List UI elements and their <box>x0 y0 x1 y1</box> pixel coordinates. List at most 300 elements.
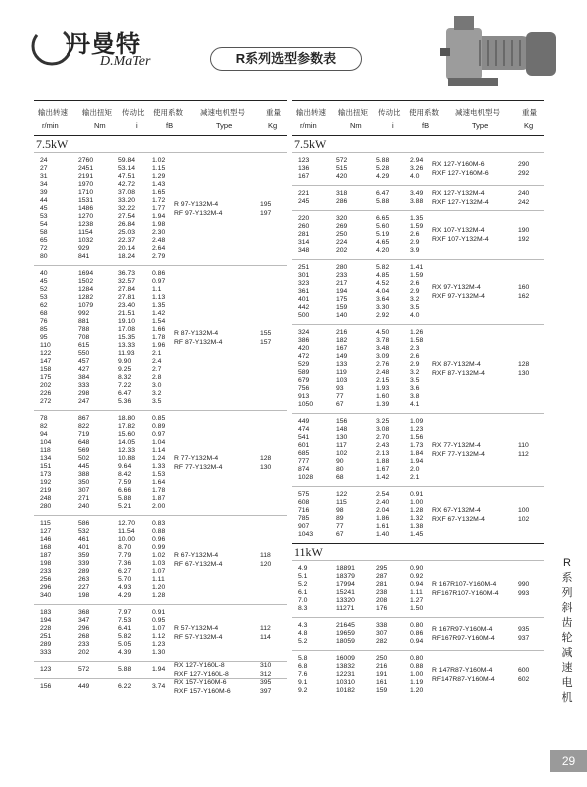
table-row <box>292 337 544 345</box>
ratio-cell: 4.04 <box>376 288 390 295</box>
torque-cell: 98 <box>336 507 344 514</box>
ratio-cell: 20.14 <box>118 245 136 252</box>
weight-value: 155 <box>260 330 272 337</box>
factor-cell: 3.2 <box>152 390 162 397</box>
col-type-cn: 减速电机型号 <box>200 108 245 117</box>
col-torque-unit: Nm <box>350 121 362 130</box>
factor-cell: 0.88 <box>410 663 424 670</box>
speed-cell: 168 <box>40 544 52 551</box>
torque-cell: 224 <box>336 239 348 246</box>
ratio-cell: 9.64 <box>118 463 132 470</box>
model-type: RF 67-Y132M-4 <box>174 561 223 568</box>
torque-cell: 93 <box>336 385 344 392</box>
power-section <box>292 136 544 543</box>
ratio-cell: 18.80 <box>118 415 136 422</box>
ratio-cell: 1.40 <box>376 531 390 538</box>
factor-cell: 1.35 <box>152 302 166 309</box>
spec-group <box>292 210 544 259</box>
torque-cell: 388 <box>78 471 90 478</box>
torque-cell: 929 <box>78 245 90 252</box>
speed-cell: 5.8 <box>298 655 308 662</box>
model-type: RX 107-Y132M-4 <box>432 227 485 234</box>
spec-group <box>292 413 544 486</box>
table-header <box>292 100 544 136</box>
ratio-cell: 5.88 <box>118 495 132 502</box>
speed-cell: 913 <box>298 393 310 400</box>
factor-cell: 1.94 <box>152 213 166 220</box>
torque-cell: 648 <box>78 439 90 446</box>
speed-cell: 54 <box>40 221 48 228</box>
torque-cell: 90 <box>336 458 344 465</box>
factor-cell: 1.65 <box>152 189 166 196</box>
spec-group <box>34 152 287 265</box>
model-type: RXF 67-Y132M-4 <box>432 516 485 523</box>
weight-value: 195 <box>260 201 272 208</box>
factor-cell: 3.8 <box>410 393 420 400</box>
spec-group <box>292 152 544 185</box>
speed-cell: 68 <box>40 310 48 317</box>
torque-cell: 240 <box>78 503 90 510</box>
ratio-cell: 37.08 <box>118 189 136 196</box>
power-section <box>34 136 287 695</box>
table-row <box>34 197 287 205</box>
ratio-cell: 2.48 <box>376 369 390 376</box>
speed-cell: 340 <box>40 592 52 599</box>
ratio-cell: 3.09 <box>376 353 390 360</box>
weight-value: 100 <box>518 507 530 514</box>
speed-cell: 44 <box>40 197 48 204</box>
ratio-cell: 3.30 <box>376 304 390 311</box>
factor-cell: 0.94 <box>410 581 424 588</box>
speed-cell: 6.8 <box>298 663 308 670</box>
factor-cell: 1.23 <box>152 641 166 648</box>
ratio-cell: 17.08 <box>118 326 136 333</box>
torque-cell: 11271 <box>336 605 355 612</box>
factor-cell: 1.02 <box>152 552 166 559</box>
ratio-cell: 5.60 <box>376 223 390 230</box>
model-type: RF147R87-Y160M-4 <box>432 676 495 683</box>
torque-cell: 103 <box>336 377 348 384</box>
torque-cell: 263 <box>78 576 90 583</box>
speed-cell: 53 <box>40 294 48 301</box>
factor-cell: 1.28 <box>152 592 166 599</box>
model-type: RF 77-Y132M-4 <box>174 464 223 471</box>
speed-cell: 39 <box>40 189 48 196</box>
factor-cell: 1.58 <box>410 337 424 344</box>
model-type: RXF 97-Y132M-4 <box>432 293 485 300</box>
speed-cell: 187 <box>40 552 52 559</box>
ratio-cell: 11.54 <box>118 528 135 535</box>
speed-cell: 24 <box>40 157 48 164</box>
table-row <box>292 198 544 206</box>
factor-cell: 3.74 <box>152 683 166 690</box>
table-row <box>292 369 544 377</box>
speed-cell: 386 <box>298 337 310 344</box>
factor-cell: 2.94 <box>410 157 424 164</box>
table-row <box>292 450 544 458</box>
table-row <box>292 687 544 695</box>
table-row <box>34 358 287 366</box>
ratio-cell: 6.41 <box>118 625 132 632</box>
speed-cell: 679 <box>298 377 310 384</box>
table-row <box>292 247 544 255</box>
factor-cell: 1.64 <box>152 479 166 486</box>
power-label: 11kW <box>292 543 544 560</box>
model-type: RXF 127-Y132M-4 <box>432 199 489 206</box>
torque-cell: 271 <box>78 495 90 502</box>
ratio-cell: 26.84 <box>118 221 136 228</box>
torque-cell: 368 <box>78 609 90 616</box>
table-header <box>34 100 287 136</box>
factor-cell: 0.88 <box>152 528 166 535</box>
ratio-cell: 4.29 <box>118 592 132 599</box>
speed-cell: 7.0 <box>298 597 308 604</box>
speed-cell: 251 <box>298 264 310 271</box>
factor-cell: 1.30 <box>152 649 166 656</box>
table-row <box>292 288 544 296</box>
ratio-cell: 12.70 <box>118 520 136 527</box>
col-factor-unit: fB <box>166 121 174 130</box>
col-ratio-cn: 传动比 <box>122 108 145 117</box>
speed-cell: 314 <box>298 239 310 246</box>
weight-value: 102 <box>518 516 530 523</box>
ratio-cell: 5.21 <box>118 503 132 510</box>
ratio-cell: 4.20 <box>376 247 390 254</box>
col-speed-cn: 输出转速 <box>296 108 326 117</box>
ratio-cell: 32.22 <box>118 205 136 212</box>
speed-cell: 78 <box>40 415 48 422</box>
speed-cell: 401 <box>298 296 310 303</box>
factor-cell: 2.6 <box>410 231 420 238</box>
table-row <box>292 272 544 280</box>
speed-cell: 420 <box>298 345 310 352</box>
factor-cell: 1.04 <box>152 439 166 446</box>
torque-cell: 67 <box>336 531 344 538</box>
speed-cell: 82 <box>40 423 48 430</box>
speed-cell: 146 <box>40 536 52 543</box>
table-row <box>292 426 544 434</box>
speed-cell: 220 <box>298 215 310 222</box>
table-row <box>34 423 287 431</box>
ratio-cell: 12.33 <box>118 447 136 454</box>
brand-name-en: D.MaTer <box>100 54 151 69</box>
torque-cell: 21645 <box>336 622 355 629</box>
col-speed-cn: 输出转速 <box>38 108 68 117</box>
ratio-cell: 7.97 <box>118 609 132 616</box>
factor-cell: 0.80 <box>410 622 424 629</box>
col-ratio-cn: 传动比 <box>378 108 401 117</box>
weight-value: 110 <box>518 442 529 449</box>
table-row <box>34 479 287 487</box>
model-type: R 97-Y132M-4 <box>174 201 219 208</box>
ratio-cell: 5.82 <box>118 633 132 640</box>
speed-cell: 118 <box>40 447 51 454</box>
table-row <box>292 401 544 409</box>
ratio-cell: 23.40 <box>118 302 136 309</box>
factor-cell: 3.2 <box>410 369 420 376</box>
model-type: R 77-Y132M-4 <box>174 455 219 462</box>
speed-cell: 5.2 <box>298 638 308 645</box>
table-row <box>34 278 287 286</box>
table-row <box>292 418 544 426</box>
factor-cell: 1.00 <box>410 671 424 678</box>
torque-cell: 67 <box>336 401 344 408</box>
ratio-cell: 42.72 <box>118 181 136 188</box>
table-row <box>292 565 544 573</box>
table-row <box>34 334 287 342</box>
weight-value: 128 <box>260 455 272 462</box>
factor-cell: 0.97 <box>152 431 166 438</box>
power-section <box>292 543 544 699</box>
torque-cell: 77 <box>336 523 344 530</box>
speed-cell: 333 <box>40 649 52 656</box>
factor-cell: 1.59 <box>410 223 424 230</box>
weight-value: 114 <box>260 634 271 641</box>
table-row <box>292 215 544 223</box>
speed-cell: 194 <box>40 617 52 624</box>
ratio-cell: 2.43 <box>376 442 390 449</box>
table-row <box>34 398 287 406</box>
torque-cell: 788 <box>78 326 90 333</box>
model-type: RX 77-Y132M-4 <box>432 442 481 449</box>
speed-cell: 248 <box>40 495 52 502</box>
torque-cell: 1970 <box>78 181 94 188</box>
factor-cell: 1.43 <box>152 181 166 188</box>
ratio-cell: 208 <box>376 597 388 604</box>
torque-cell: 247 <box>78 398 90 405</box>
speed-cell: 136 <box>298 165 310 172</box>
torque-cell: 1282 <box>78 294 94 301</box>
speed-cell: 95 <box>40 334 48 341</box>
factor-cell: 4.0 <box>410 312 420 319</box>
table-row <box>34 520 287 528</box>
table-row <box>292 474 544 482</box>
speed-cell: 45 <box>40 278 48 285</box>
speed-cell: 104 <box>40 439 52 446</box>
table-row <box>34 302 287 310</box>
table-row <box>34 326 287 334</box>
col-factor-unit: fB <box>422 121 430 130</box>
table-row <box>34 237 287 245</box>
model-type: RXF 87-Y132M-4 <box>432 370 485 377</box>
table-row <box>292 385 544 393</box>
torque-cell: 149 <box>336 353 348 360</box>
speed-cell: 8.3 <box>298 605 308 612</box>
factor-cell: 0.83 <box>152 520 166 527</box>
col-ratio-unit: i <box>136 121 138 130</box>
ratio-cell: 4.52 <box>376 280 390 287</box>
torque-cell: 420 <box>336 173 348 180</box>
ratio-cell: 2.40 <box>376 499 390 506</box>
ratio-cell: 53.14 <box>118 165 136 172</box>
torque-cell: 130 <box>336 434 348 441</box>
table-row <box>292 264 544 272</box>
table-row <box>34 666 287 674</box>
torque-cell: 102 <box>336 450 348 457</box>
speed-cell: 94 <box>40 431 48 438</box>
speed-cell: 34 <box>40 181 48 188</box>
ratio-cell: 2.54 <box>376 491 390 498</box>
factor-cell: 2.48 <box>152 237 166 244</box>
model-type: RXF 157-Y160M-6 <box>174 688 231 695</box>
torque-cell: 268 <box>78 633 90 640</box>
model-type: R 147R87-Y160M-4 <box>432 667 493 674</box>
speed-cell: 348 <box>298 247 310 254</box>
spec-group <box>34 678 287 695</box>
ratio-cell: 2.70 <box>376 434 390 441</box>
factor-cell: 0.90 <box>410 565 424 572</box>
speed-cell: 173 <box>40 471 52 478</box>
weight-value: 157 <box>260 339 272 346</box>
table-row <box>34 173 287 181</box>
table-row <box>34 253 287 261</box>
table-row <box>34 649 287 657</box>
factor-cell: 0.95 <box>152 617 166 624</box>
table-row <box>34 528 287 536</box>
factor-cell: 2.3 <box>410 345 420 352</box>
table-row <box>292 329 544 337</box>
ratio-cell: 1.67 <box>376 466 390 473</box>
torque-cell: 217 <box>336 280 348 287</box>
factor-cell: 1.09 <box>410 418 424 425</box>
factor-cell: 0.94 <box>410 638 424 645</box>
table-row <box>34 455 287 463</box>
ratio-cell: 5.82 <box>376 264 390 271</box>
factor-cell: 3.5 <box>152 398 162 405</box>
model-type: RX 67-Y132M-4 <box>432 507 481 514</box>
col-speed-unit: r/min <box>42 121 59 130</box>
ratio-cell: 5.28 <box>376 165 390 172</box>
factor-cell: 1.42 <box>152 310 166 317</box>
torque-cell: 148 <box>336 426 348 433</box>
table-row <box>292 589 544 597</box>
ratio-cell: 176 <box>376 605 388 612</box>
speed-cell: 280 <box>40 503 52 510</box>
factor-cell: 1.02 <box>152 157 166 164</box>
table-row <box>34 641 287 649</box>
table-row <box>34 439 287 447</box>
factor-cell: 1.13 <box>152 294 166 301</box>
factor-cell: 2.30 <box>152 229 166 236</box>
ratio-cell: 281 <box>376 581 388 588</box>
weight-value: 160 <box>518 284 530 291</box>
table-row <box>34 390 287 398</box>
torque-cell: 167 <box>336 345 348 352</box>
speed-cell: 4.9 <box>298 565 308 572</box>
torque-cell: 461 <box>78 536 90 543</box>
factor-cell: 2.9 <box>410 288 420 295</box>
speed-cell: 31 <box>40 173 48 180</box>
spec-group <box>292 324 544 413</box>
table-row <box>292 393 544 401</box>
torque-cell: 10310 <box>336 679 355 686</box>
speed-cell: 9.1 <box>298 679 308 686</box>
speed-cell: 5.2 <box>298 581 308 588</box>
ratio-cell: 1.86 <box>376 515 390 522</box>
table-row <box>34 544 287 552</box>
table-row <box>292 531 544 539</box>
table-row <box>34 189 287 197</box>
col-torque-cn: 输出扭矩 <box>82 108 112 117</box>
speed-cell: 874 <box>298 466 310 473</box>
torque-cell: 515 <box>336 165 348 172</box>
factor-cell: 1.32 <box>410 515 424 522</box>
table-row <box>34 245 287 253</box>
speed-cell: 192 <box>40 479 52 486</box>
speed-cell: 151 <box>40 463 52 470</box>
left-table <box>34 100 287 695</box>
speed-cell: 1028 <box>298 474 314 481</box>
ratio-cell: 4.50 <box>376 329 390 336</box>
table-row <box>34 463 287 471</box>
ratio-cell: 17.82 <box>118 423 136 430</box>
speed-cell: 256 <box>40 576 52 583</box>
factor-cell: 2.00 <box>152 503 166 510</box>
ratio-cell: 2.04 <box>376 507 390 514</box>
speed-cell: 1050 <box>298 401 314 408</box>
factor-cell: 1.1 <box>152 286 162 293</box>
factor-cell: 1.77 <box>152 205 166 212</box>
factor-cell: 1.96 <box>152 342 166 349</box>
torque-cell: 159 <box>336 304 348 311</box>
table-row <box>34 633 287 641</box>
torque-cell: 133 <box>336 361 348 368</box>
torque-cell: 12231 <box>336 671 355 678</box>
side-label-char: R <box>563 557 571 569</box>
weight-value: 197 <box>260 210 272 217</box>
spec-group <box>34 604 287 661</box>
speed-cell: 907 <box>298 523 310 530</box>
ratio-cell: 7.59 <box>118 479 132 486</box>
table-row <box>292 507 544 515</box>
model-type: RXF 127-Y160L-8 <box>174 671 229 678</box>
ratio-cell: 6.47 <box>376 190 390 197</box>
speed-cell: 323 <box>298 280 310 287</box>
torque-cell: 18891 <box>336 565 355 572</box>
ratio-cell: 238 <box>376 589 388 596</box>
weight-value: 937 <box>518 635 530 642</box>
model-type: RF 97-Y132M-4 <box>174 210 223 217</box>
torque-cell: 320 <box>336 215 348 222</box>
factor-cell: 1.07 <box>152 625 166 632</box>
torque-cell: 16009 <box>336 655 355 662</box>
table-row <box>34 213 287 221</box>
table-row <box>34 471 287 479</box>
speed-cell: 58 <box>40 229 48 236</box>
factor-cell: 1.78 <box>152 487 166 494</box>
torque-cell: 68 <box>336 474 344 481</box>
weight-value: 130 <box>518 370 530 377</box>
table-row <box>34 568 287 576</box>
ratio-cell: 216 <box>376 663 388 670</box>
torque-cell: 10182 <box>336 687 355 694</box>
torque-cell: 202 <box>78 649 90 656</box>
table-row <box>34 552 287 560</box>
factor-cell: 0.91 <box>410 491 424 498</box>
table-row <box>34 229 287 237</box>
table-row <box>34 318 287 326</box>
model-type: RX 157-Y160M-6 <box>174 679 227 686</box>
torque-cell: 867 <box>78 415 90 422</box>
spec-group <box>292 617 544 650</box>
factor-cell: 0.86 <box>410 630 424 637</box>
speed-cell: 245 <box>298 198 310 205</box>
factor-cell: 3.88 <box>410 198 424 205</box>
factor-cell: 1.03 <box>152 560 166 567</box>
table-row <box>292 312 544 320</box>
model-type: RX 97-Y132M-4 <box>432 284 481 291</box>
model-type: RX 127-Y160L-8 <box>174 662 225 669</box>
